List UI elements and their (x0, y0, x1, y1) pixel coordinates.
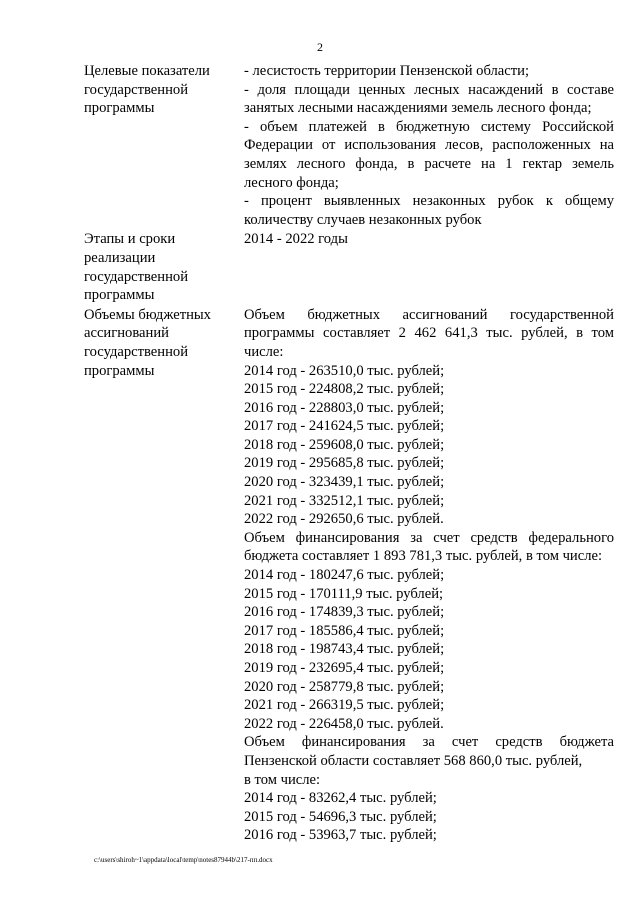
budget-total-year: 2021 год - 332512,1 тыс. рублей; (244, 492, 445, 509)
row-budget-allocations (84, 305, 614, 845)
program-passport-table (84, 62, 614, 845)
footer-file-path: c:\users\shiroh~1\appdata\local\temp\notes87944b\217-пп.docx (94, 856, 273, 864)
budget-regional-intro-line-2: Пензенской области составляет 568 860,0 тыс. рублей, (244, 752, 583, 769)
page-number: 2 (317, 40, 323, 54)
budget-regional-intro-line-1: Объем финансирования за счет средств бюджета (244, 734, 614, 751)
stages-content (244, 229, 614, 304)
budget-regional-year: 2015 год - 54696,3 тыс. рублей; (244, 808, 437, 825)
stages-label: Этапы и сроки реализации государственной программы (84, 231, 189, 304)
budget-federal-year: 2016 год - 174839,3 тыс. рублей; (244, 604, 445, 621)
budget-regional-intro-line-3: в том числе: (244, 771, 321, 788)
budget-regional-year: 2014 год - 83262,4 тыс. рублей; (244, 790, 437, 807)
budget-content (244, 305, 614, 845)
budget-total-year: 2014 год - 263510,0 тыс. рублей; (244, 362, 445, 379)
budget-total-year: 2020 год - 323439,1 тыс. рублей; (244, 474, 445, 491)
budget-total-year: 2016 год - 228803,0 тыс. рублей; (244, 399, 445, 416)
budget-total-intro: Объем бюджетных ассигнований государственной программы составляет 2 462 641,3 тыс. рублей, в том числе: (244, 306, 614, 360)
budget-total-year: 2018 год - 259608,0 тыс. рублей; (244, 436, 445, 453)
budget-federal-year: 2022 год - 226458,0 тыс. рублей. (244, 715, 444, 732)
budget-federal-year: 2017 год - 185586,4 тыс. рублей; (244, 622, 445, 639)
target-item: - процент выявленных незаконных рубок к общему количеству случаев незаконных рубок (244, 193, 614, 228)
target-item: - объем платежей в бюджетную систему Российской Федерации от использования лесов, расположенных на землях лесного фонда, в расчете на 1 гектар земель лесного фонда; (244, 118, 614, 191)
target-item: - доля площади ценных лесных насаждений в составе занятых лесными насаждениями земель лесного фонда; (244, 81, 614, 117)
budget-federal-year: 2021 год - 266319,5 тыс. рублей; (244, 697, 445, 714)
target-indicators-label: Целевые показатели государственной программы (84, 63, 210, 117)
target-indicators-content (244, 62, 614, 229)
budget-total-year: 2015 год - 224808,2 тыс. рублей; (244, 381, 445, 398)
budget-federal-year: 2018 год - 198743,4 тыс. рублей; (244, 641, 445, 658)
row-target-indicators (84, 62, 614, 229)
budget-regional-year: 2016 год - 53963,7 тыс. рублей; (244, 827, 437, 844)
budget-label: Объемы бюджетных ассигнований государственной программы (84, 306, 211, 379)
budget-federal-intro: Объем финансирования за счет средств федерального бюджета составляет 1 893 781,3 тыс. рублей, в том числе: (244, 529, 614, 565)
budget-federal-year: 2019 год - 232695,4 тыс. рублей; (244, 660, 445, 676)
budget-total-year: 2017 год - 241624,5 тыс. рублей; (244, 418, 445, 435)
budget-federal-year: 2020 год - 258779,8 тыс. рублей; (244, 678, 445, 695)
budget-federal-year: 2014 год - 180247,6 тыс. рублей; (244, 567, 445, 584)
row-stages-and-terms (84, 229, 614, 304)
target-item: - лесистость территории Пензенской области; (244, 63, 530, 79)
budget-federal-year: 2015 год - 170111,9 тыс. рублей; (244, 585, 444, 602)
budget-total-year: 2022 год - 292650,6 тыс. рублей. (244, 511, 444, 528)
stages-value: 2014 - 2022 годы (244, 231, 348, 248)
budget-total-year: 2019 год - 295685,8 тыс. рублей; (244, 455, 445, 472)
